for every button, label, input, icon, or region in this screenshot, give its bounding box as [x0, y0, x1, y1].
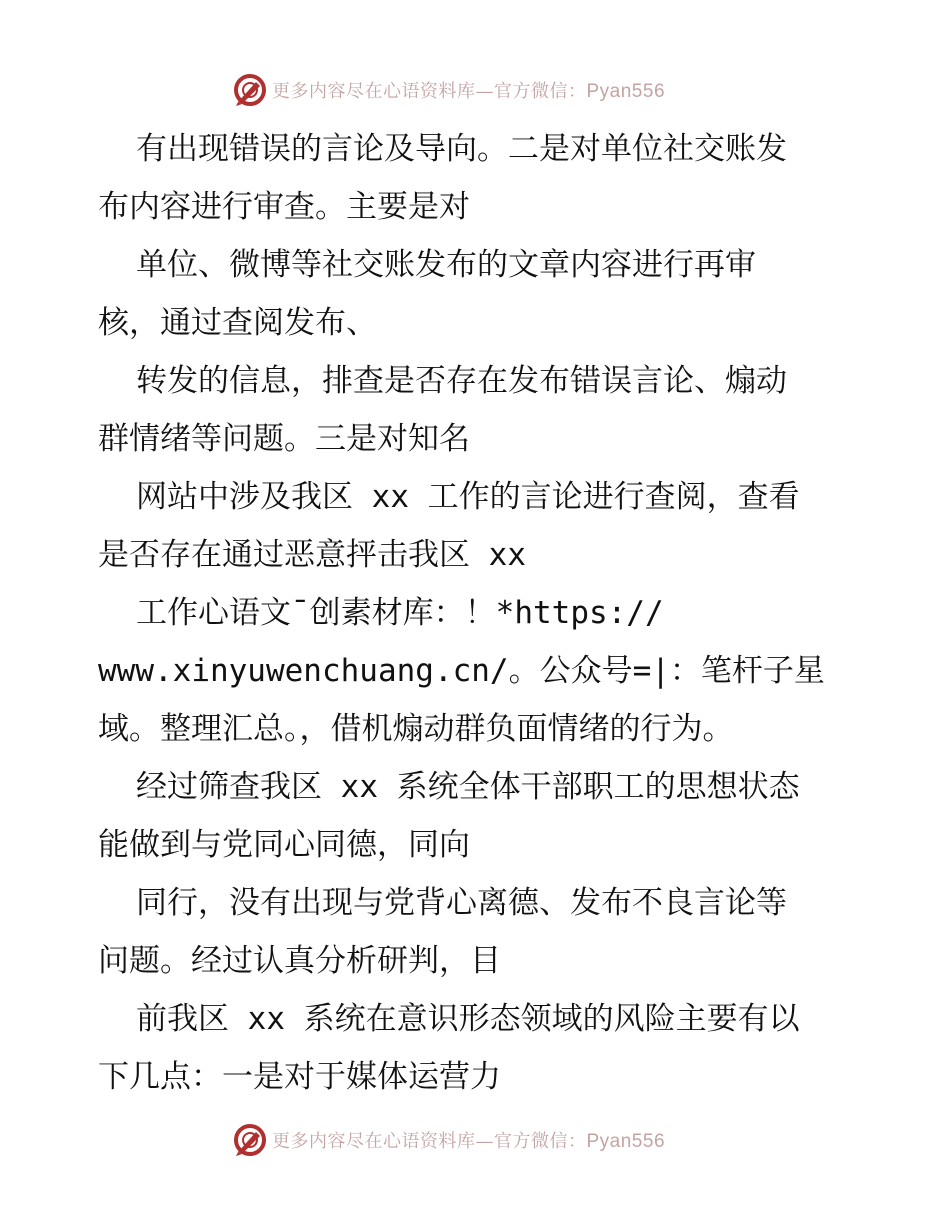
body-line: 问题。经过认真分析研判，目: [98, 943, 501, 979]
body-line: 下几点：一是对于媒体运营力: [98, 1059, 501, 1095]
body-line: 是否存在通过恶意抨击我区 xx: [98, 537, 526, 573]
body-line: 前我区 xx 系统在意识形态领域的风险主要有以: [136, 1001, 800, 1037]
body-line: 单位、微博等社交账发布的文章内容进行再审: [136, 247, 756, 283]
body-line: 工作心语文¯创素材库：！*https://: [136, 595, 664, 631]
body-line: www.xinyuwenchuang.cn/。公众号=|：笔杆子星: [98, 653, 825, 689]
body-line: 能做到与党同心同德，同向: [98, 827, 470, 863]
footer-banner: [232, 1120, 752, 1160]
footer-banner-prefix: 更多内容尽在心语资料库—官方微信：: [272, 1131, 587, 1152]
header-banner-text: [272, 77, 665, 103]
pen-circle-logo-icon: [232, 72, 268, 108]
document-body: [98, 120, 858, 1106]
body-line: 域。整理汇总。，借机煽动群负面情绪的行为。: [98, 711, 734, 747]
body-line: 布内容进行审查。主要是对: [98, 189, 470, 225]
header-banner: [232, 70, 752, 110]
body-line: 群情绪等问题。三是对知名: [98, 421, 470, 457]
header-banner-account: Pyan556: [586, 81, 666, 102]
header-banner-prefix: 更多内容尽在心语资料库—官方微信：: [272, 81, 587, 102]
footer-banner-text: [272, 1127, 665, 1153]
body-line: 经过筛查我区 xx 系统全体干部职工的思想状态: [136, 769, 800, 805]
body-line: 网站中涉及我区 xx 工作的言论进行查阅，查看: [136, 479, 800, 515]
pen-circle-logo-icon: [232, 1122, 268, 1158]
body-line: 转发的信息，排查是否存在发布错误言论、煽动: [136, 363, 787, 399]
body-line: 核，通过查阅发布、: [98, 305, 377, 341]
body-line: 同行，没有出现与党背心离德、发布不良言论等: [136, 885, 787, 921]
body-line: 有出现错误的言论及导向。二是对单位社交账发: [136, 131, 787, 167]
footer-banner-account: Pyan556: [586, 1131, 666, 1152]
